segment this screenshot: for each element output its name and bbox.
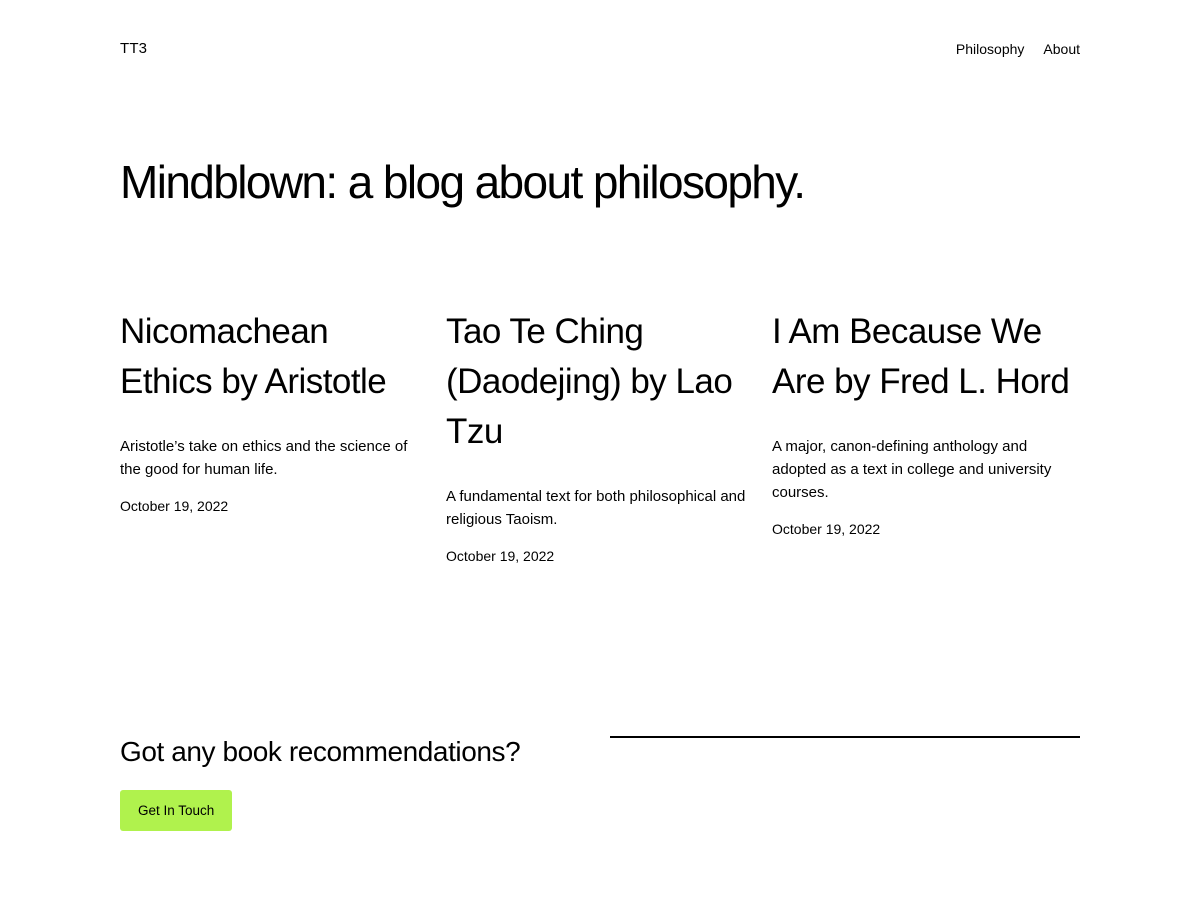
posts-grid: [120, 307, 1080, 564]
post-date: October 19, 2022: [446, 547, 555, 564]
post-excerpt: A fundamental text for both philosophical and religious Taoism.: [446, 487, 746, 528]
site-header: [120, 0, 1080, 57]
post-card: [446, 307, 754, 564]
post-title-link[interactable]: Nicomachean Ethics by Aristotle: [120, 311, 387, 401]
post-title-link[interactable]: Tao Te Ching (Daodejing) by Lao Tzu: [446, 311, 733, 451]
post-excerpt: A major, canon-defining anthology and adopted as a text in college and university courses.: [772, 437, 1052, 501]
page: [120, 0, 1080, 900]
page-title: Mindblown: a blog about philosophy.: [120, 156, 805, 208]
post-title: [120, 307, 428, 407]
post-date: October 19, 2022: [120, 497, 229, 514]
post-card: [120, 307, 428, 564]
cta-heading: Got any book recommendations?: [120, 735, 521, 767]
post-title: [772, 307, 1080, 407]
post-title: [446, 307, 754, 457]
cta-separator-column: [610, 735, 1080, 738]
post-excerpt: Aristotle’s take on ethics and the science of the good for human life.: [120, 437, 408, 478]
site-logo[interactable]: TT3: [120, 40, 148, 57]
cta-section: [120, 735, 1080, 831]
post-card: [772, 307, 1080, 564]
post-date: October 19, 2022: [772, 520, 881, 537]
cta-content: [120, 735, 520, 831]
primary-nav: [956, 41, 1080, 57]
nav-item-about[interactable]: About: [1043, 40, 1080, 57]
nav-item-philosophy[interactable]: Philosophy: [955, 40, 1025, 57]
post-title-link[interactable]: I Am Because We Are by Fred L. Hord: [772, 311, 1070, 401]
separator-line: [610, 736, 1080, 738]
get-in-touch-button[interactable]: Get In Touch: [120, 790, 232, 831]
bottom-spacer: [120, 831, 1080, 898]
